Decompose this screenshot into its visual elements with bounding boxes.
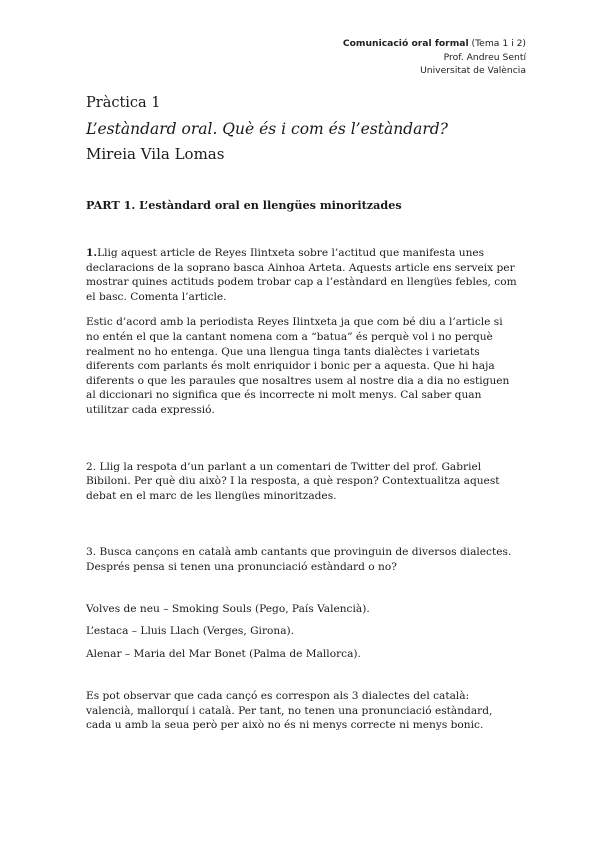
document-title: L’estàndard oral. Què és i com és l’estàndard? xyxy=(86,120,448,138)
question-2: 2. Llig la respota d’un parlant a un comentari de Twitter del prof. Gabriel Bibiloni. Per què diu això? I la resposta, a què respon? Contextualitza aquest debat en el marc de les llengües minoritzades. xyxy=(86,460,500,502)
part1-heading: PART 1. L’estàndard oral en llengües minoritzades xyxy=(86,198,402,212)
song-item: L’estaca – Lluis Llach (Verges, Girona). xyxy=(86,625,295,638)
song-list xyxy=(86,602,518,662)
question-3: 3. Busca cançons en català amb cantants que provinguin de diversos dialectes. Després pensa si tenen una pronunciació estàndard o no? xyxy=(86,546,512,573)
course-name: Comunicació oral formal xyxy=(342,38,469,49)
question-1-text: Llig aquest article de Reyes Ilintxeta sobre l’actitud que manifesta unes declaracions de la soprano basca Ainhoa Arteta. Aquests article ens serveix per mostrar quines actituds podem trobar cap a l’estàndard en llengües febles, com el basc. Comenta l’article. xyxy=(86,247,517,303)
question-1-number: 1. xyxy=(86,247,98,259)
course-line xyxy=(343,37,526,51)
course-topics: (Tema 1 i 2) xyxy=(468,38,526,49)
document-body xyxy=(86,93,518,733)
page-header xyxy=(343,37,526,78)
university-name: Universitat de València xyxy=(420,65,526,76)
song-item: Alenar – Maria del Mar Bonet (Palma de Mallorca). xyxy=(86,647,361,660)
answer-3: Es pot observar que cada cançó es correspon als 3 dialectes del català: valencià, mallorquí i català. Per tant, no tenen una pronunciació estàndard, cada u amb la seua però per això no és ni menys correcte ni menys bonic. xyxy=(86,690,493,732)
answer-1: Estic d’acord amb la periodista Reyes Ilintxeta ja que com bé diu a l’article si no entén el que la cantant nomena com a “batua” és perquè vol i no perquè realment no ho entenga. Que una llengua tinga tants dialèctes i varietats diferents com parlants és molt enriquidor i bonic per a aquesta. Que hi haja diferents o que les paraules que nosaltres usem al nostre dia a dia no estiguen al diccionari no significa que és incorrecte ni molt menys. Cal saber quan utilitzar cada expressió. xyxy=(86,316,510,416)
author-name: Mireia Vila Lomas xyxy=(86,145,225,163)
practice-label: Pràctica 1 xyxy=(86,95,161,111)
question-1 xyxy=(86,246,518,304)
song-item: Volves de neu – Smoking Souls (Pego, País Valencià). xyxy=(86,602,370,615)
professor-name: Prof. Andreu Sentí xyxy=(443,51,526,63)
